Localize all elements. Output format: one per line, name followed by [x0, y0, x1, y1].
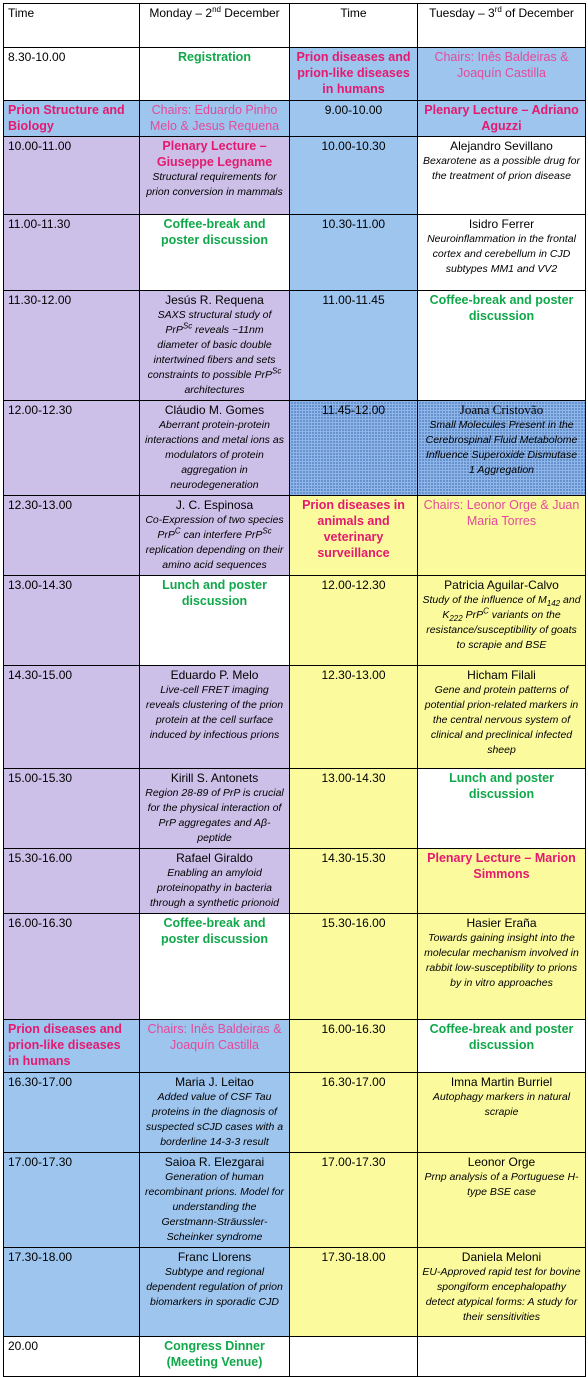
table-row [4, 1248, 586, 1337]
talk-title: Study of the influence of $M_{142}$ and $K_{222}$ PrP$^C$ variants on the resistance/susceptibility of goats to scrapie and BSE [422, 594, 581, 651]
time-cell: 11.45-12.00 [290, 401, 418, 496]
header-tuesday: Tuesday – 3rd of December [418, 4, 586, 48]
time-cell: 13.00-14.30 [290, 769, 418, 849]
time-cell: 12.00-12.30 [290, 576, 418, 666]
speaker-name: Saioa R. Elezgarai [164, 1155, 265, 1169]
table-row [4, 914, 586, 1020]
chairs-cell [140, 101, 290, 137]
chairs-label: Chairs: Inês Baldeiras & Joaquín Castilla [434, 50, 569, 80]
session-cell [140, 576, 290, 666]
chairs-label: Chairs: Eduardo Pinho Melo & Jesus Requena [149, 103, 280, 133]
time-cell: 11.30-12.00 [4, 291, 140, 401]
time-cell: 16.00-16.30 [4, 914, 140, 1020]
table-row [4, 849, 586, 914]
time-cell: 17.00-17.30 [290, 1153, 418, 1248]
time-cell: 13.00-14.30 [4, 576, 140, 666]
table-row [4, 496, 586, 576]
header-monday: Monday – 2nd December [140, 4, 290, 48]
time-cell: 16.30-17.00 [4, 1073, 140, 1153]
table-row [4, 1337, 586, 1377]
table-row [4, 1073, 586, 1153]
speaker-name: Imna Martin Burriel [450, 1075, 553, 1089]
table-row [4, 291, 586, 401]
talk-title: Bexarotene as a possible drug for the treatment of prion disease [422, 155, 580, 182]
talk-title: Structural requirements for prion conversion in mammals [146, 171, 283, 198]
talk-cell [140, 666, 290, 769]
talk-title: EU-Approved rapid test for bovine spongiform encephalopathy detect atypical forms: A study for their sensitivities [422, 1266, 581, 1323]
time-cell: 12.30-13.00 [4, 496, 140, 576]
chairs-label: Chairs: Leonor Orge & Juan Maria Torres [423, 498, 580, 528]
talk-cell [140, 137, 290, 215]
talk-cell [140, 1248, 290, 1337]
talk-cell [418, 401, 586, 496]
time-cell: 10.00-11.00 [4, 137, 140, 215]
session-cell [418, 1020, 586, 1073]
table-row [4, 101, 586, 137]
speaker-name: Rafael Giraldo [176, 851, 253, 865]
break-label: Coffee-break and poster discussion [429, 1022, 574, 1052]
talk-title: Live-cell FRET imaging reveals clustering of the prion protein at the cell surface induced by infectious prions [145, 684, 284, 741]
talk-cell [140, 1073, 290, 1153]
speaker-name: Alejandro Sevillano [450, 139, 553, 153]
time-cell: 17.30-18.00 [4, 1248, 140, 1337]
break-label: Coffee-break and poster discussion [161, 217, 268, 247]
talk-cell [140, 769, 290, 849]
time-cell: 14.30-15.00 [4, 666, 140, 769]
speaker-name: Daniela Meloni [461, 1250, 542, 1264]
break-label: Coffee-break and poster discussion [161, 916, 268, 946]
table-row [4, 1153, 586, 1248]
talk-cell [418, 1153, 586, 1248]
time-cell: 12.30-13.00 [290, 666, 418, 769]
speaker-name: Joana Cristovão [459, 402, 544, 417]
time-cell: 10.30-11.00 [290, 215, 418, 291]
time-cell: 11.00-11.45 [290, 291, 418, 401]
table-row [4, 137, 586, 215]
talk-title: Gene and protein patterns of potential prion-related markers in the central nervous system of clinical and preclinical infected sheep [424, 684, 579, 756]
time-cell: 16.30-17.00 [290, 1073, 418, 1153]
talk-title: Added value of CSF Tau proteins in the diagnosis of suspected sCJD cases with a borderline 14-3-3 result [145, 1091, 284, 1148]
time-cell: 15.30-16.00 [290, 914, 418, 1020]
speaker-name: Cláudio M. Gomes [164, 403, 265, 417]
talk-cell [418, 215, 586, 291]
table-row [4, 401, 586, 496]
talk-cell [140, 1153, 290, 1248]
time-cell: 15.30-16.00 [4, 849, 140, 914]
talk-title: Neuroinflammation in the frontal cortex and cerebellum in CJD subtypes MM1 and VV2 [427, 233, 576, 275]
talk-title: SAXS structural study of PrP$^{Sc}$ reveals ~11nm diameter of basic double intertwined fibers and sets constraints to possible PrP$^{Sc}$ architectures [147, 309, 282, 396]
empty-cell [290, 1337, 418, 1377]
session-title: Prion diseases and prion-like diseases in humans [296, 50, 411, 96]
speaker-name: Patricia Aguilar-Calvo [444, 578, 559, 592]
table-row [4, 48, 586, 101]
talk-cell [140, 291, 290, 401]
session-cell [140, 914, 290, 1020]
speaker-name: Kirill S. Antonets [170, 771, 259, 785]
session-cell [140, 48, 290, 101]
speaker-name: Isidro Ferrer [468, 217, 535, 231]
speaker-name: Hicham Filali [467, 668, 536, 682]
chairs-cell [418, 48, 586, 101]
session-heading [4, 1020, 140, 1073]
speaker-name: Leonor Orge [467, 1155, 536, 1169]
talk-cell [140, 401, 290, 496]
plenary-label: Plenary Lecture – Giuseppe Legname [156, 139, 273, 169]
time-cell: 17.30-18.00 [290, 1248, 418, 1337]
speaker-name: Hasier Eraña [466, 916, 537, 930]
speaker-name: J. C. Espinosa [175, 498, 254, 512]
table-row [4, 666, 586, 769]
plenary-label: Plenary Lecture – Adriano Aguzzi [424, 103, 579, 133]
talk-cell [418, 1073, 586, 1153]
talk-cell [140, 849, 290, 914]
session-cell [418, 769, 586, 849]
session-heading [4, 101, 140, 137]
time-cell: 15.00-15.30 [4, 769, 140, 849]
speaker-name: Maria J. Leitao [175, 1075, 254, 1089]
session-title: Prion diseases and prion-like diseases in humans [8, 1022, 122, 1068]
talk-title: Aberrant protein-protein interactions and metal ions as modulators of protein aggregation in neurodegeneration [145, 419, 284, 491]
talk-cell [140, 496, 290, 576]
talk-cell [418, 576, 586, 666]
talk-title: Enabling an amyloid proteinopathy in bacteria through a synthetic prionoid [150, 867, 279, 909]
table-row [4, 576, 586, 666]
session-cell [418, 291, 586, 401]
break-label: Lunch and poster discussion [162, 578, 267, 608]
chairs-cell [140, 1020, 290, 1073]
break-label: Coffee-break and poster discussion [429, 293, 574, 323]
empty-cell [418, 1337, 586, 1377]
break-label: Congress Dinner (Meeting Venue) [164, 1339, 265, 1369]
time-cell: 16.00-16.30 [290, 1020, 418, 1073]
talk-cell [418, 1248, 586, 1337]
speaker-name: Jesús R. Requena [165, 293, 264, 307]
table-row [4, 769, 586, 849]
break-label: Lunch and poster discussion [449, 771, 554, 801]
time-cell: 10.00-10.30 [290, 137, 418, 215]
table-row [4, 1020, 586, 1073]
session-cell [140, 1337, 290, 1377]
time-cell: 14.30-15.30 [290, 849, 418, 914]
talk-cell [418, 914, 586, 1020]
talk-title: Prnp analysis of a Portuguese H-type BSE case [424, 1171, 579, 1198]
talk-title: Towards gaining insight into the molecular mechanism involved in rabbit low-susceptibility to prions by in vitro approaches [424, 932, 579, 989]
talk-cell [418, 849, 586, 914]
plenary-label: Plenary Lecture – Marion Simmons [427, 851, 576, 881]
talk-cell [418, 666, 586, 769]
time-cell: 12.00-12.30 [4, 401, 140, 496]
talk-cell [418, 137, 586, 215]
talk-cell [418, 101, 586, 137]
speaker-name: Eduardo P. Melo [170, 668, 259, 682]
header-row [4, 4, 586, 48]
talk-title: Autophagy markers in natural scrapie [432, 1091, 571, 1118]
header-time-tuesday: Time [290, 4, 418, 48]
session-title: Prion diseases in animals and veterinary surveillance [302, 498, 405, 560]
session-cell [140, 215, 290, 291]
talk-title: Co-Expression of two species PrP$^C$ can interfere PrP$^{Sc}$ replication depending on their amino acid sequences [145, 514, 284, 571]
time-cell: 20.00 [4, 1337, 140, 1377]
speaker-name: Franc Llorens [177, 1250, 252, 1264]
session-heading [290, 48, 418, 101]
session-title: Prion Structure and Biology [8, 103, 125, 133]
talk-title: Region 28-89 of PrP is crucial for the physical interaction of PrP aggregates and Aβ-peptide [145, 787, 284, 844]
time-cell: 9.00-10.00 [290, 101, 418, 137]
programme-table [3, 3, 586, 1377]
session-heading [290, 496, 418, 576]
time-cell: 17.00-17.30 [4, 1153, 140, 1248]
talk-title: Generation of human recombinant prions. Model for understanding the Gerstmann-Sträussler-Scheinker syndrome [145, 1171, 284, 1243]
talk-title: Subtype and regional dependent regulation of prion biomarkers in sporadic CJD [146, 1266, 283, 1308]
chairs-cell [418, 496, 586, 576]
break-label: Registration [178, 50, 251, 64]
chairs-label: Chairs: Inês Baldeiras & Joaquín Castilla [147, 1022, 282, 1052]
time-cell: 8.30-10.00 [4, 48, 140, 101]
header-time-monday: Time [4, 4, 140, 48]
time-cell: 11.00-11.30 [4, 215, 140, 291]
talk-title: Small Molecules Present in the Cerebrospinal Fluid Metabolome Influence Superoxide Dismutase 1 Aggregation [425, 419, 578, 476]
table-row [4, 215, 586, 291]
